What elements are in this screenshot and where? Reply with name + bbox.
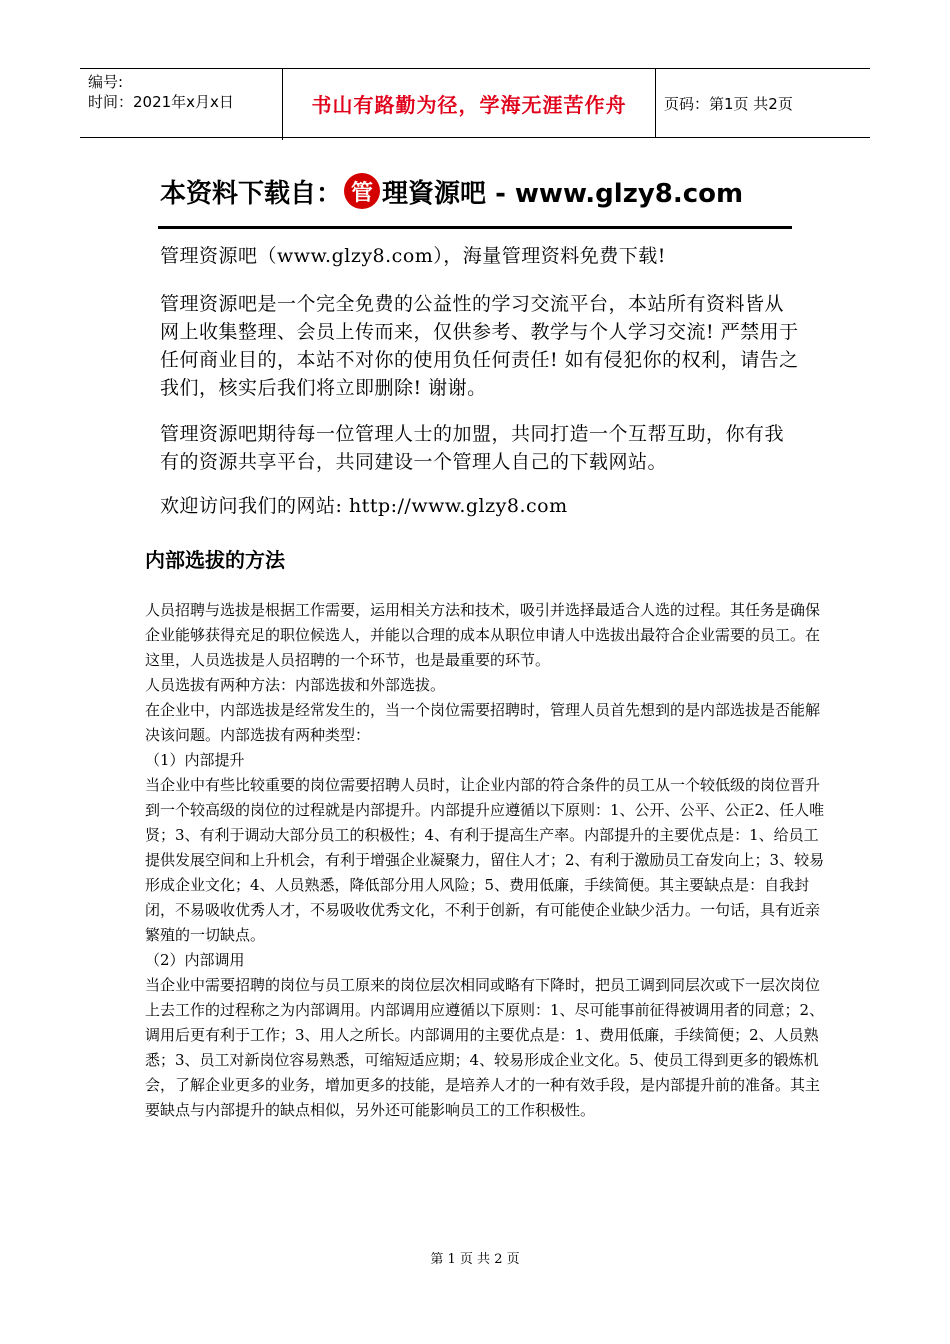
body-paragraph: 在企业中，内部选拔是经常发生的，当一个岗位需要招聘时，管理人员首先想到的是内部选拔是否能解决该问题。内部选拔有两种类型： [145, 701, 821, 744]
site-logo-icon: 管 [344, 173, 380, 209]
banner-divider [158, 226, 792, 229]
article-title: 内部选拔的方法 [145, 548, 285, 572]
header-meta-cell [80, 69, 283, 140]
section-heading: （2）内部调用 [145, 951, 245, 969]
body-paragraph: 人员招聘与选拔是根据工作需要，运用相关方法和技术，吸引并选择最适合人选的过程。其任务是确保企业能够获得充足的职位候选人，并能以合理的成本从职位申请人中选拔出最符合企业需要的员工。在这里，人员选拔是人员招聘的一个环节，也是最重要的环节。 [145, 601, 821, 669]
header-page-code: 页码：第1页 共2页 [664, 94, 793, 113]
section-heading: （1）内部提升 [145, 751, 245, 769]
promo-line: 管理资源吧（www.glzy8.com），海量管理资料免费下载! [160, 245, 666, 267]
banner-prefix: 本资料下载自： [160, 178, 343, 209]
promo-visit-link[interactable]: 欢迎访问我们的网站: http://www.glzy8.com [160, 495, 568, 517]
promo-paragraph-1: 管理资源吧是一个完全免费的公益性的学习交流平台，本站所有资料皆从网上收集整理、会员上传而来，仅供参考、教学与个人学习交流! 严禁用于任何商业目的，本站不对你的使用负任何责任! 如有侵犯你的权利，请告之我们，核实后我们将立即删除! 谢谢。 [160, 293, 799, 399]
page-header-table [80, 68, 870, 138]
promo-paragraph-2: 管理资源吧期待每一位管理人士的加盟，共同打造一个互帮互助，你有我有的资源共享平台，共同建设一个管理人自己的下载网站。 [160, 423, 785, 473]
article-body [145, 598, 825, 1123]
banner-site-name: 理資源吧 - www.glzy8.com [382, 178, 744, 209]
body-paragraph: 当企业中有些比较重要的岗位需要招聘人员时，让企业内部的符合条件的员工从一个较低级的岗位晋升到一个较高级的岗位的过程就是内部提升。内部提升应遵循以下原则：1、公开、公平、公正2、任人唯贤；3、有利于调动大部分员工的积极性；4、有利于提高生产率。内部提升的主要优点是：1、给员工提供发展空间和上升机会，有利于增强企业凝聚力，留住人才；2、有利于激励员工奋发向上；3、较易形成企业文化；4、人员熟悉，降低部分用人风险；5、费用低廉，手续简便。其主要缺点是：自我封闭，不易吸收优秀人才，不易吸收优秀文化，不利于创新，有可能使企业缺少活力。一句话，具有近亲繁殖的一切缺点。 [145, 776, 825, 944]
body-paragraph: 当企业中需要招聘的岗位与员工原来的岗位层次相同或略有下降时，把员工调到同层次或下一层次岗位上去工作的过程称之为内部调用。内部调用应遵循以下原则：1、尽可能事前征得被调用者的同意；2、调用后更有利于工作；3、用人之所长。内部调用的主要优点是：1、费用低廉，手续简便；2、人员熟悉；3、员工对新岗位容易熟悉，可缩短适应期；4、较易形成企业文化。5、使员工得到更多的锻炼机会，了解企业更多的业务，增加更多的技能，是培养人才的一种有效手段，是内部提升前的准备。其主要缺点与内部提升的缺点相似，另外还可能影响员工的工作积极性。 [145, 976, 825, 1119]
download-banner [160, 168, 800, 214]
header-motto: 书山有路勤为径，学海无涯苦作舟 [283, 69, 656, 137]
page-footer: 第 1 页 共 2 页 [430, 1252, 520, 1267]
time-label: 时间：2021年x月x日 [88, 93, 234, 111]
number-label: 编号: [88, 73, 124, 91]
body-paragraph: 人员选拔有两种方法：内部选拔和外部选拔。 [145, 676, 446, 694]
